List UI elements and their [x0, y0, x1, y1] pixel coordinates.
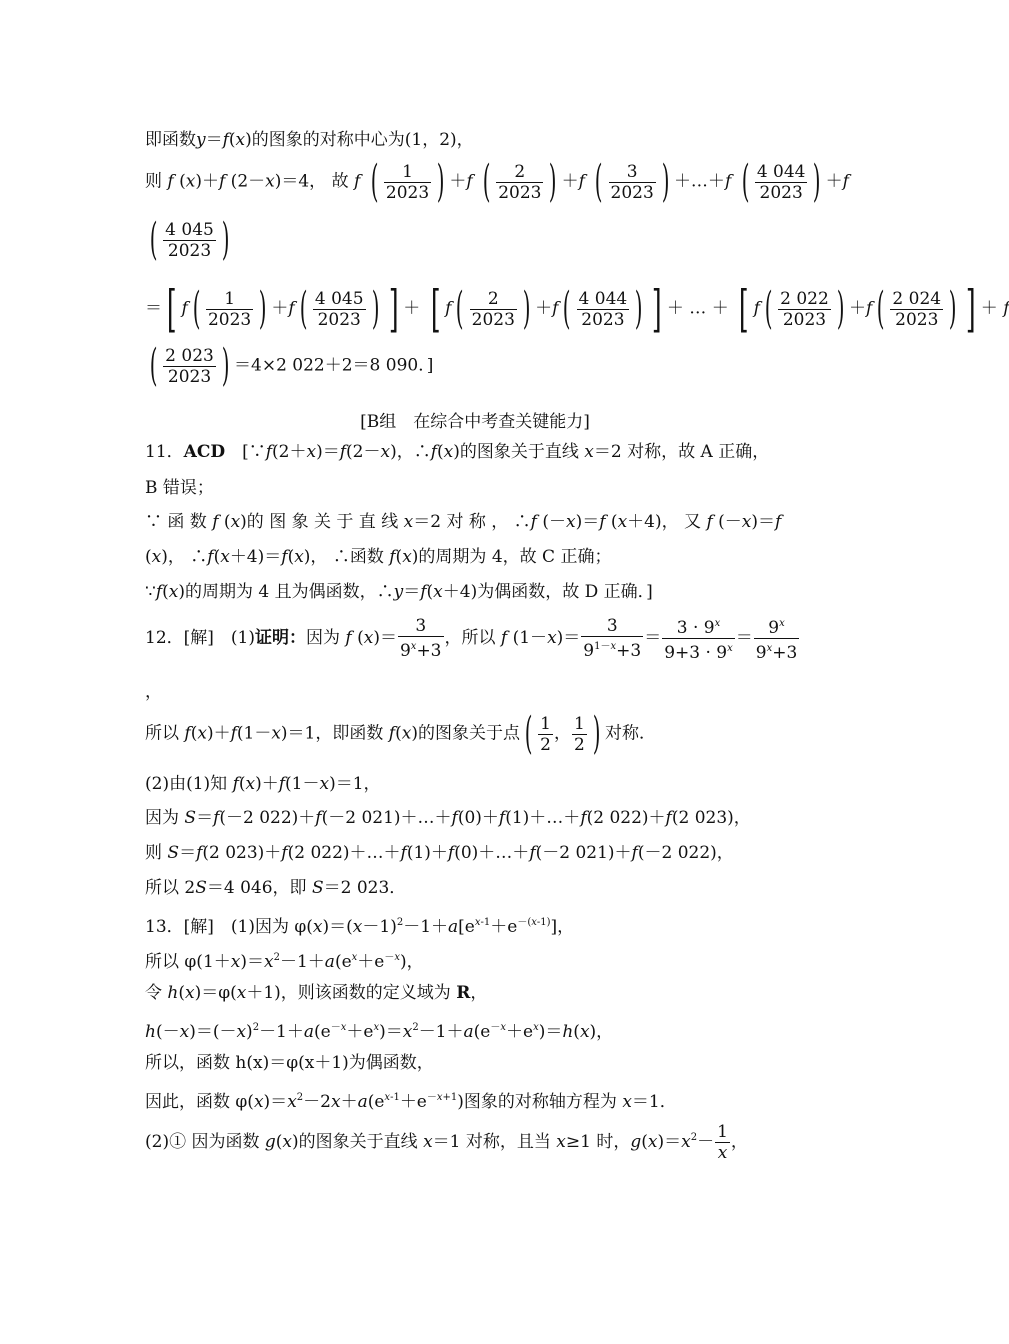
q13-line-7: (2)① 因为函数 g(x)的图象关于直线 x＝1 对称，且当 x≥1 时，$g(x)=x^2-$ $\frac{1}{x}$ ，: [145, 1122, 748, 1163]
comma: ，: [145, 682, 162, 702]
sum-line-3: ＝[ f ( $\frac{1}{2023}$ ) ＋f ( $\frac{4 045}{2023}$ ) ] ＋ [ f ( $\frac{2}{2023}$ ) ＋f ( $\frac{4 044}{2023}$ ) ] ＋ … ＋ [ f ( $\frac{2 022}{2023}$ ) ＋f ( $\frac{2 024}{2023}$ ) ] ＋ f: [145, 280, 1009, 338]
q13-line-1: 13．[解] (1)因为 $\varphi(x)=(x-1)^2-1+a[e^{x-1}+e^{-(x-1)}]$，: [145, 917, 575, 937]
q13-line-5: 所以，函数 h(x)＝φ(x＋1)为偶函数，: [145, 1053, 434, 1073]
sum-line-2: ( $\frac{4 045}{2023}$ ): [149, 214, 230, 265]
q12-line-4: 因为 S＝f(－2 022)＋f(－2 021)＋…＋f(0)＋f(1)＋…＋f(2 022)＋f(2 023)，: [145, 808, 751, 828]
q12-line-3: (2)由(1)知 f(x)＋f(1－x)＝1，: [145, 774, 381, 794]
sum-line-4: ( $\frac{2 023}{2023}$ ) ＝4×2 022＋2＝8 090．]: [149, 340, 434, 391]
text-line: 即函数y＝f(x)的图象的对称中心为(1，2)，: [145, 130, 474, 150]
q11-line-5: ∵f(x)的周期为 4 且为偶函数，∴y＝f(x＋4)为偶函数，故 D 正确．]: [145, 582, 653, 602]
q13-line-2: 所以 $\varphi(1+x)=x^2-1+a(e^x+e^{-x})$，: [145, 952, 424, 972]
q12-line-1: 12．[解] (1)证明：因为 f (x)＝ $\frac{3}{9^x+3}$ ，所以 f (1－x)＝ $\frac{3}{9^{1-x}+3}$ ＝ $\frac{3 \cdot 9^x}{9+3 \cdot 9^x}$ ＝ $\frac{9^x}{9^x+3}$: [145, 616, 798, 663]
q12-line-5: 则 S＝f(2 023)＋f(2 022)＋…＋f(1)＋f(0)＋…＋f(－2 021)＋f(－2 022)，: [145, 843, 734, 863]
q11-line-3: ∵ 函 数 f (x)的 图 象 关 于 直 线 x＝2 对 称 ， ∴f (－x)＝f (x＋4)， 又 f (－x)＝f: [145, 512, 782, 532]
section-heading: [B组 在综合中考查关键能力]: [360, 412, 590, 432]
q13-line-4: $h(-x)=(-x)^2-1+a(e^{-x}+e^x)=x^2-1+a(e^{-x}+e^x)=h(x)$，: [145, 1022, 614, 1042]
q11-line-2: B 错误；: [145, 478, 214, 498]
q11-line-4: (x)， ∴f(x＋4)＝f(x)， ∴函数 f(x)的周期为 4，故 C 正确；: [145, 547, 612, 567]
q12-line-6: 所以 2S＝4 046，即 S＝2 023．: [145, 878, 407, 898]
q13-line-6: 因此，函数 $\varphi(x)=x^2-2x+a(e^{x-1}+e^{-x+1})$图象的对称轴方程为 x＝1．: [145, 1092, 677, 1112]
q11-line-1: 11．ACD [∵f(2＋x)＝f(2－x)，∴f(x)的图象关于直线 x＝2 对称，故 A 正确，: [145, 442, 770, 462]
q13-line-3: 令 h(x)＝φ(x＋1)，则该函数的定义域为 R，: [145, 983, 488, 1003]
q12-line-2: 所以 f(x)＋f(1－x)＝1，即函数 f(x)的图象关于点 ( $\frac{1}{2}$ ， $\frac{1}{2}$ ) 对称．: [145, 708, 656, 759]
sum-line-1: 则 f (x)＋f (2－x)＝4， 故 f ( $\frac{1}{2023}$ ) ＋f ( $\frac{2}{2023}$ ) ＋f ( $\frac{3}{2023}$ ) ＋…＋f ( $\frac{4 044}{2023}$ ) ＋f: [145, 156, 849, 207]
